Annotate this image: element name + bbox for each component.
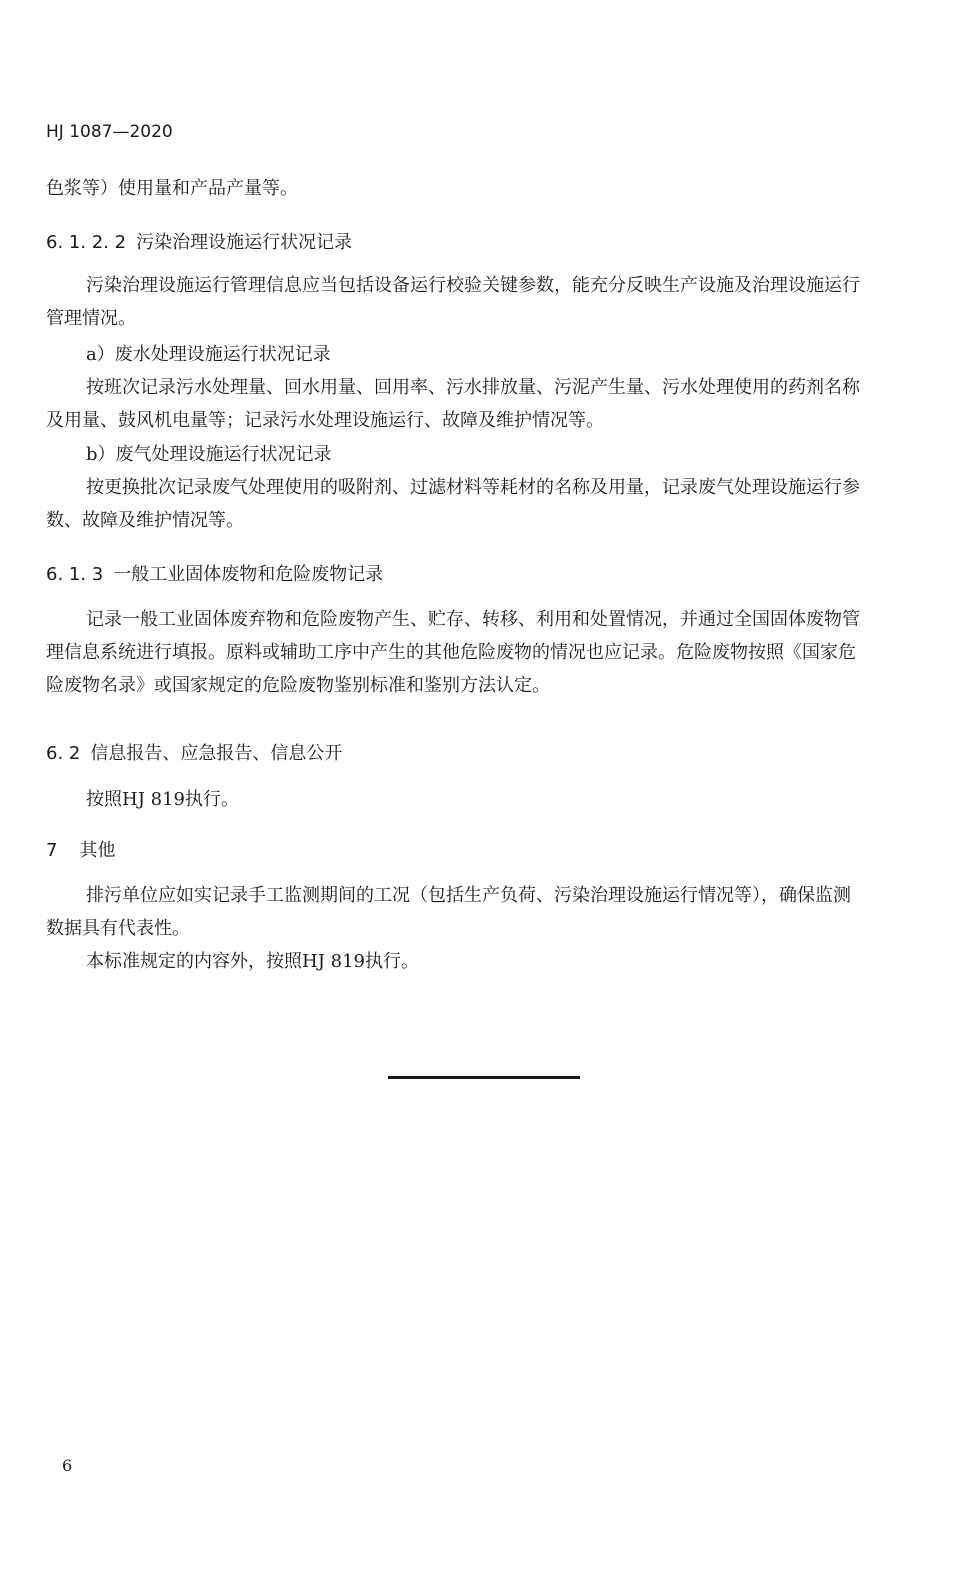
list-item-title: a）废水处理设施运行状况记录 — [86, 344, 331, 365]
list-item-a — [46, 338, 926, 437]
standard-code: HJ 1087—2020 — [46, 122, 173, 142]
section-heading-6-2 — [46, 739, 342, 765]
paragraph-line: 按照HJ 819执行。 — [86, 789, 239, 810]
paragraph-line: 险废物名录》或国家规定的危险废物鉴别标准和鉴别方法认定。 — [46, 675, 550, 696]
paragraph-line: 本标准规定的内容外，按照HJ 819执行。 — [86, 951, 419, 972]
section-title: 污染治理设施运行状况记录 — [136, 232, 353, 253]
paragraph-line: 管理情况。 — [46, 308, 136, 329]
paragraph-line: 数、故障及维护情况等。 — [46, 510, 244, 531]
list-item-title: b）废气处理设施运行状况记录 — [86, 444, 332, 465]
page-number: 6 — [62, 1456, 73, 1475]
section-title: 信息报告、应急报告、信息公开 — [90, 743, 343, 764]
paragraph-7 — [46, 879, 926, 978]
end-of-document-rule — [388, 1076, 580, 1079]
paragraph-6-2 — [46, 783, 926, 816]
paragraph-line: 及用量、鼓风机电量等；记录污水处理设施运行、故障及维护情况等。 — [46, 410, 604, 431]
paragraph-line: 理信息系统进行填报。原料或辅助工序中产生的其他危险废物的情况也应记录。危险废物按照《国家危 — [46, 642, 856, 663]
section-title: 一般工业固体废物和危险废物记录 — [113, 564, 384, 585]
paragraph-line: 排污单位应如实记录手工监测期间的工况（包括生产负荷、污染治理设施运行情况等），确保监测 — [86, 885, 851, 906]
paragraph-line: 色浆等）使用量和产品产量等。 — [46, 178, 298, 199]
paragraph-6-1-2-2-intro — [46, 269, 926, 335]
paragraph-line: 数据具有代表性。 — [46, 918, 190, 939]
section-number: 6. 2 — [46, 743, 81, 764]
paragraph-line: 按更换批次记录废气处理使用的吸附剂、过滤材料等耗材的名称及用量，记录废气处理设施运行参 — [86, 477, 860, 498]
paragraph-6-1-3 — [46, 603, 926, 702]
section-number: 6. 1. 3 — [46, 564, 104, 585]
section-number: 6. 1. 2. 2 — [46, 232, 127, 253]
paragraph-line: 污染治理设施运行管理信息应当包括设备运行校验关键参数，能充分反映生产设施及治理设施运行 — [86, 275, 860, 296]
section-heading-7 — [46, 836, 115, 862]
section-title: 其他 — [79, 840, 116, 861]
list-item-b — [46, 438, 926, 537]
continuation-paragraph — [46, 172, 926, 205]
section-heading-6-1-3 — [46, 560, 383, 586]
section-heading-6-1-2-2 — [46, 228, 352, 254]
section-number: 7 — [46, 840, 58, 861]
paragraph-line: 记录一般工业固体废弃物和危险废物产生、贮存、转移、利用和处置情况，并通过全国固体废物管 — [86, 609, 860, 630]
paragraph-line: 按班次记录污水处理量、回水用量、回用率、污水排放量、污泥产生量、污水处理使用的药剂名称 — [86, 377, 860, 398]
